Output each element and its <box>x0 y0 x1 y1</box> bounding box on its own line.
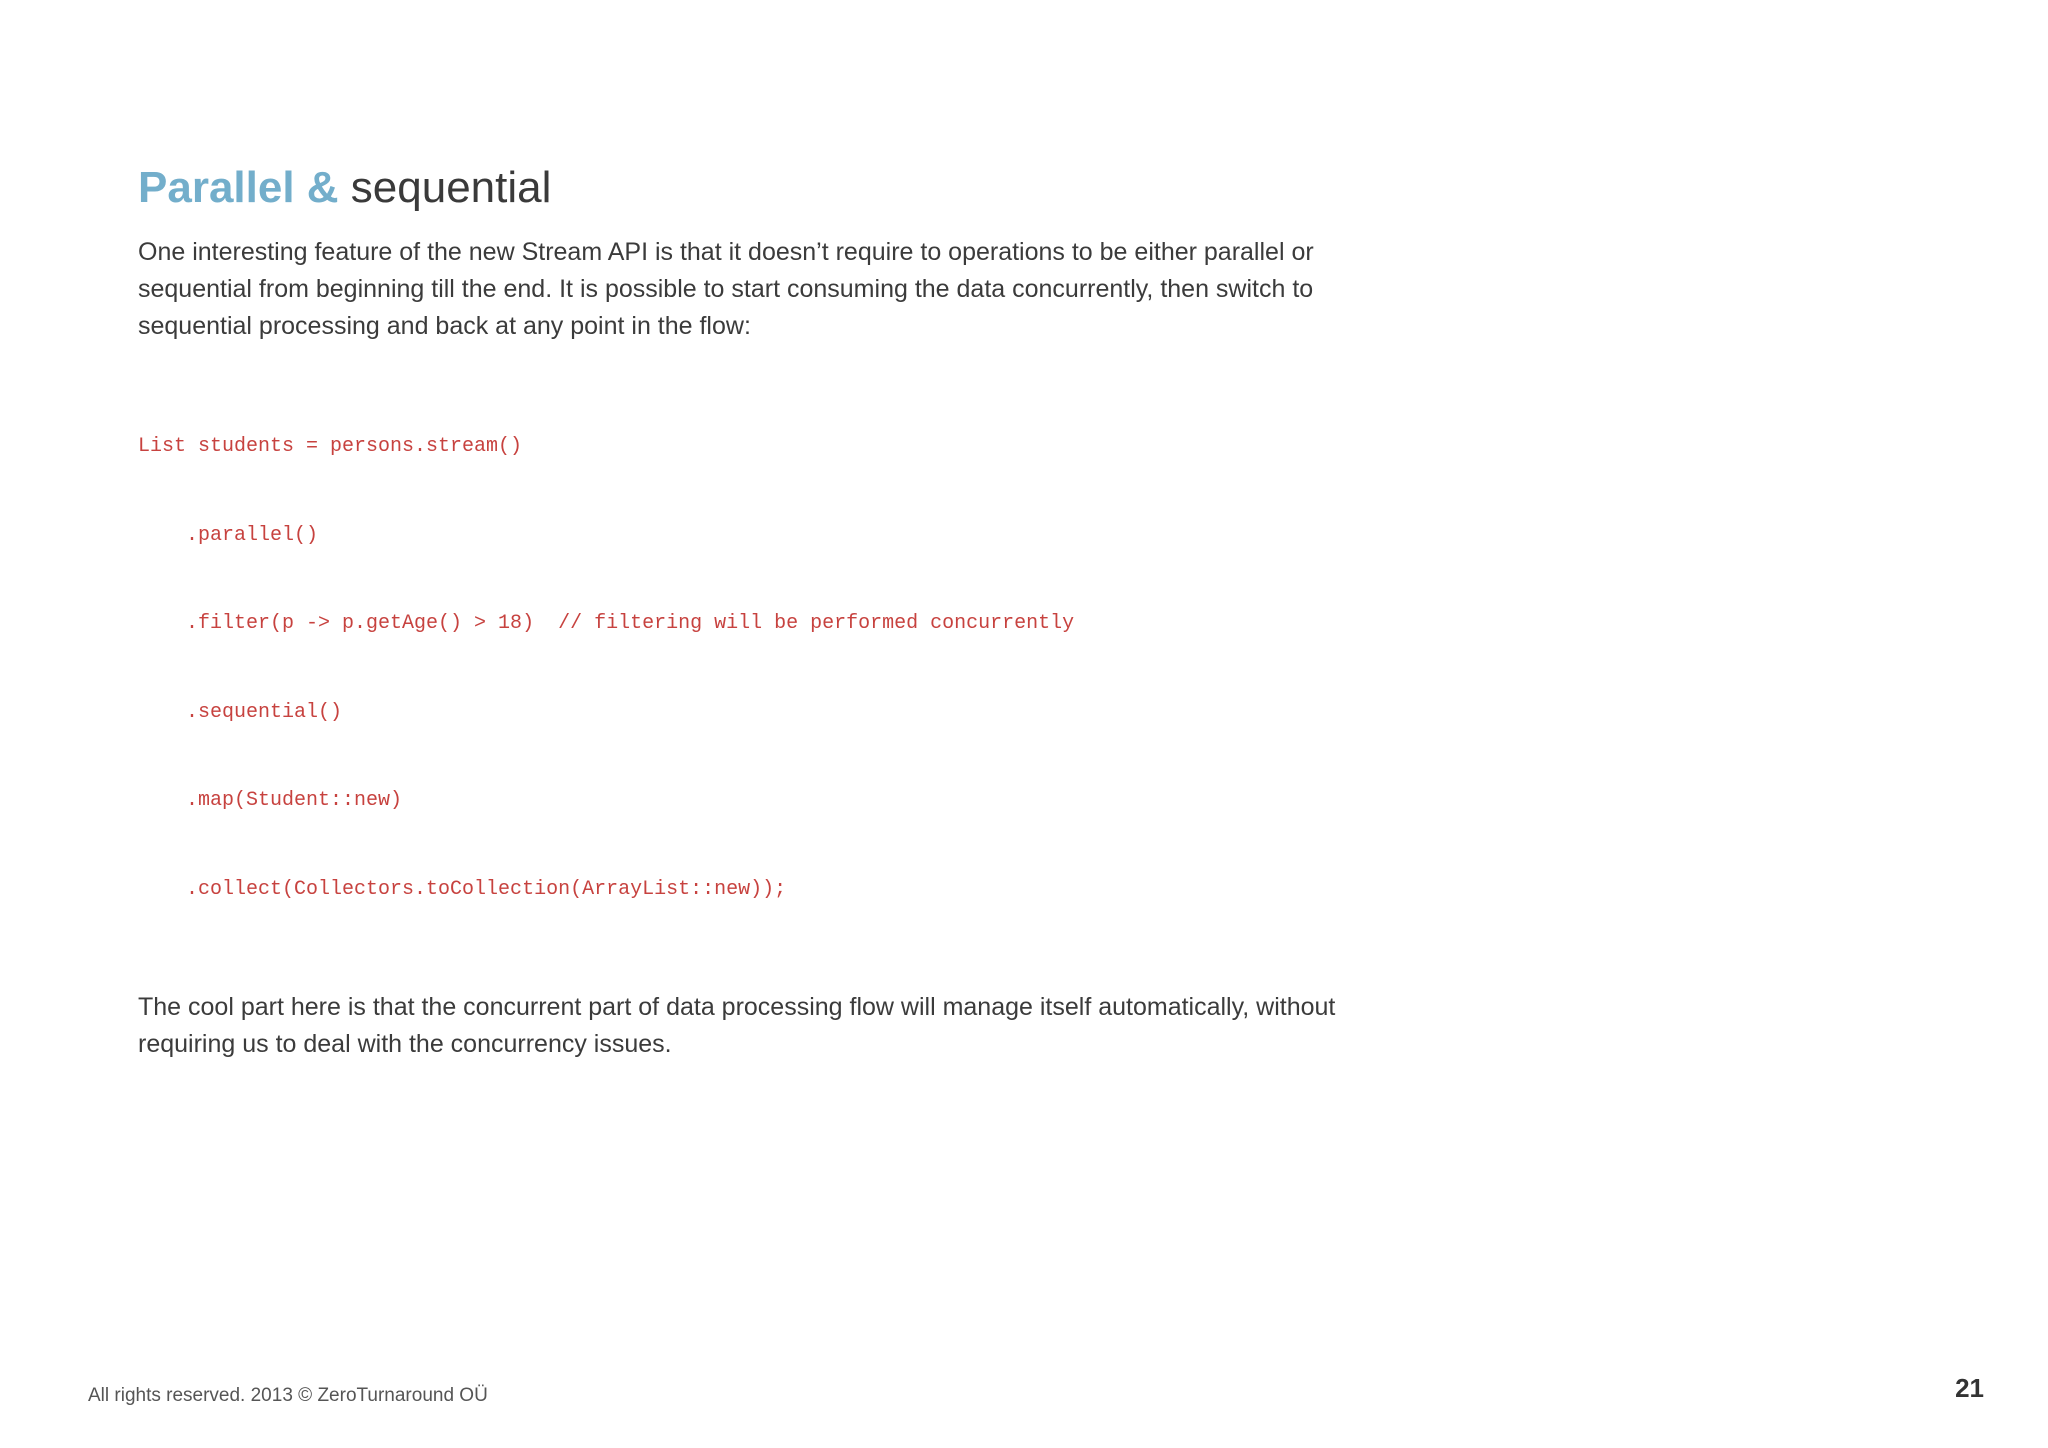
code-line: List students = persons.stream() <box>138 435 523 458</box>
code-line: .sequential() <box>138 700 343 724</box>
title-accent: Parallel & <box>138 163 339 212</box>
code-line: .filter(p -> p.getAge() > 18) // filtering will be performed concurrently <box>138 612 1075 635</box>
title-rest: sequential <box>338 163 552 212</box>
footer-copyright: All rights reserved. 2013 © ZeroTurnaround OÜ <box>88 1385 488 1406</box>
code-line: .map(Student::new) <box>138 789 403 812</box>
page-number: 21 <box>1955 1373 1984 1403</box>
page-content <box>138 160 1338 1063</box>
outro-paragraph: The cool part here is that the concurrent part of data processing flow will manage itself automatically, without requiring us to deal with the concurrency issues. <box>138 993 1336 1058</box>
code-line: .parallel() <box>138 523 319 547</box>
intro-paragraph: One interesting feature of the new Stream API is that it doesn’t require to operations to be either parallel or sequential from beginning till the end. It is possible to start consuming the data concurrently, then switch to sequential processing and back at any point in the flow: <box>138 238 1314 340</box>
page-title <box>138 160 1338 216</box>
code-line: .collect(Collectors.toCollection(ArrayList::new)); <box>138 877 787 901</box>
code-block <box>138 373 1338 963</box>
